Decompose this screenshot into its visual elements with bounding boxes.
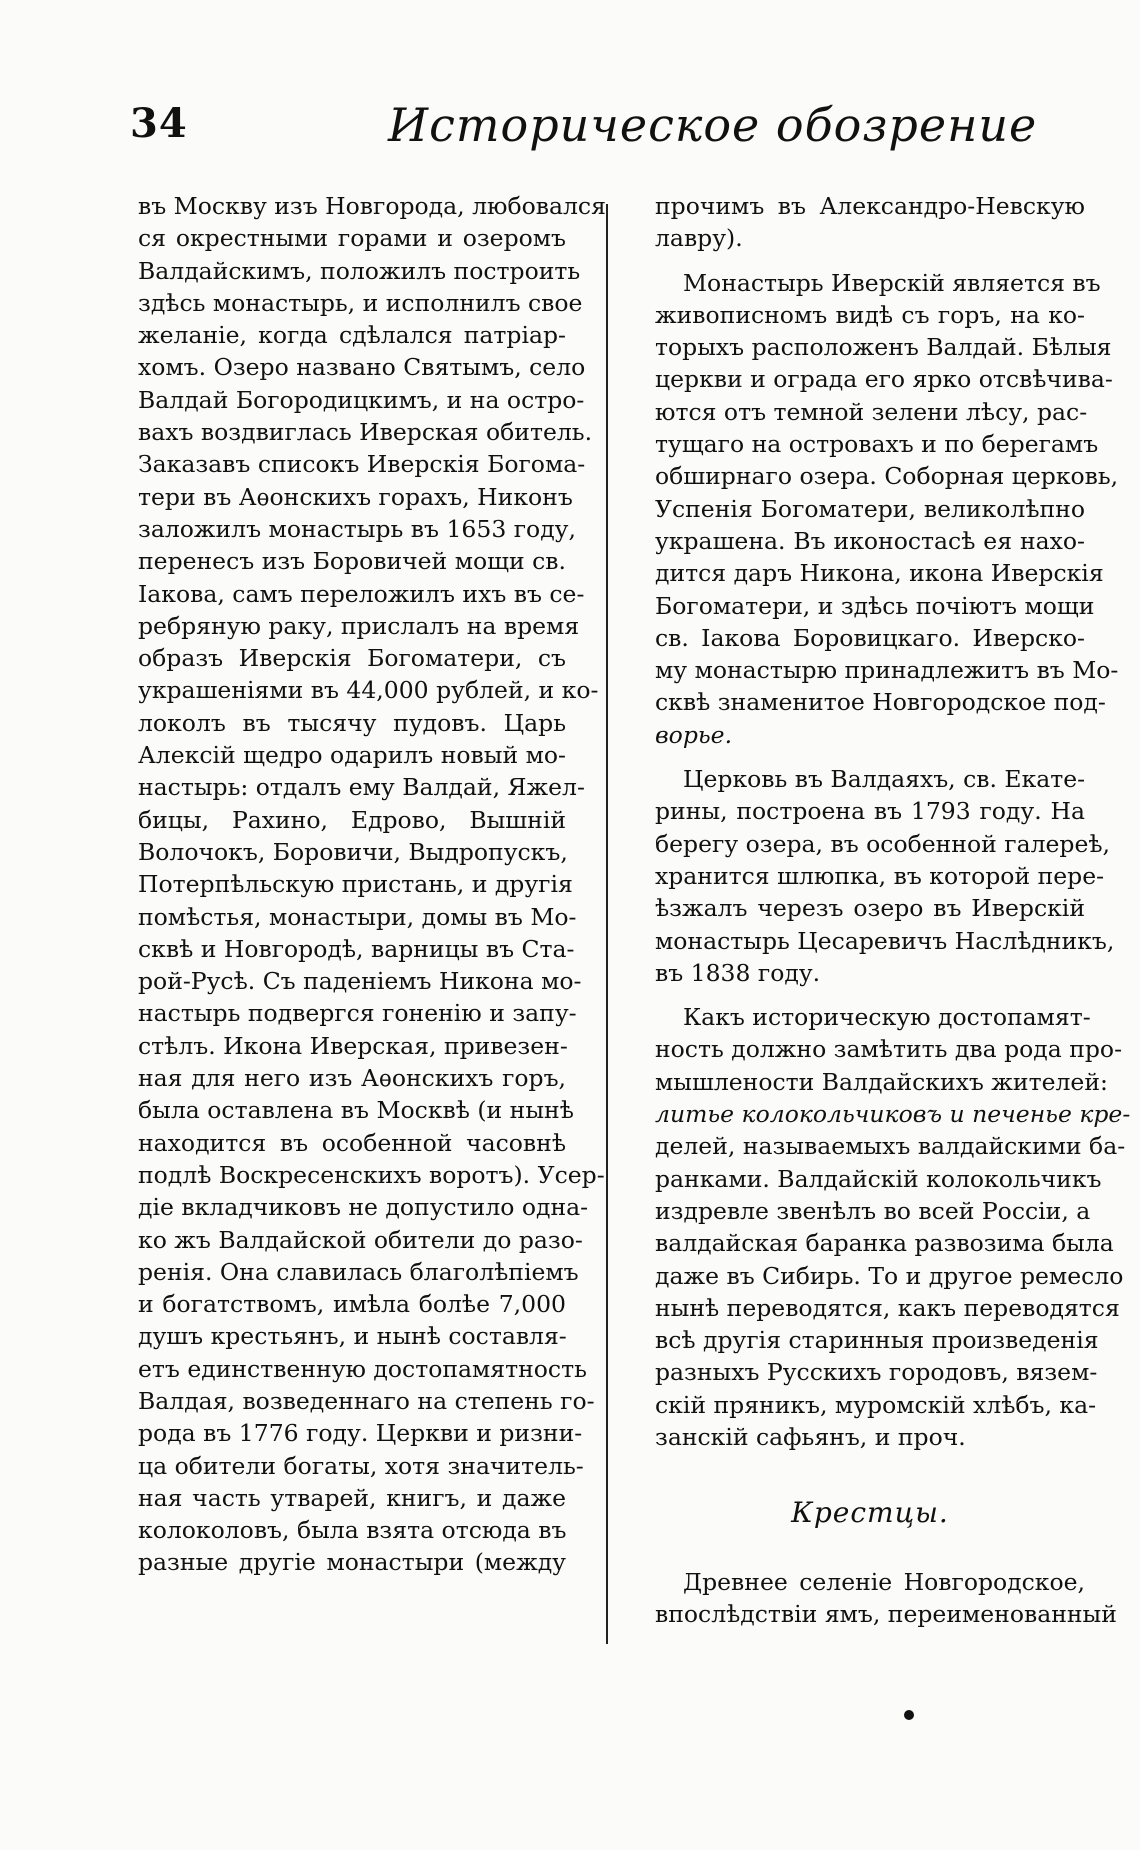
right-column-line: дится даръ Никона, икона Иверскія	[655, 559, 1104, 588]
left-column-line: Валдая, возведеннаго на степень го-	[138, 1386, 595, 1415]
left-column-line: ца обители богаты, хотя значитель-	[138, 1451, 584, 1480]
left-column-line: Валдай Богородицкимъ, и на остро-	[138, 385, 585, 414]
right-column-line: Церковь въ Валдаяхъ, св. Екате-	[683, 765, 1086, 794]
left-column-line: желаніе, когда сдѣлался патріар-	[138, 321, 566, 350]
right-column-line: Успенія Богоматери, великолѣпно	[655, 494, 1085, 523]
left-column-line: Іакова, самъ переложилъ ихъ въ се-	[138, 579, 585, 608]
left-column-line: сквѣ и Новгородѣ, варницы въ Ста-	[138, 934, 575, 963]
left-column-line: заложилъ монастырь въ 1653 году,	[138, 514, 576, 543]
left-column-line: локолъ въ тысячу пудовъ. Царь	[138, 708, 566, 737]
left-column-line: Волочокъ, Боровичи, Выдропускъ,	[138, 837, 568, 866]
right-column-line: въ 1838 году.	[655, 958, 821, 987]
right-column-line: издревле звенѣлъ во всей Россіи, а	[655, 1196, 1091, 1225]
left-column-line: вахъ воздвиглась Иверская обитель.	[138, 418, 593, 447]
left-column-line: настырь: отдалъ ему Валдай, Яжел-	[138, 773, 585, 802]
right-column-line: делей, называемыхъ валдайскими ба-	[655, 1132, 1126, 1161]
left-column-line: тери въ Аѳонскихъ горахъ, Никонъ	[138, 482, 573, 511]
left-column-line: находится въ особенной часовнѣ	[138, 1128, 566, 1157]
left-column-line: рода въ 1776 году. Церкви и ризни-	[138, 1419, 583, 1448]
right-column-line: церкви и ограда его ярко отсвѣчива-	[655, 365, 1113, 394]
left-column-line: хомъ. Озеро названо Святымъ, село	[138, 353, 586, 382]
right-column-line: скій пряникъ, муромскій хлѣбъ, ка-	[655, 1390, 1097, 1419]
right-column-line: сквѣ знаменитое Новгородское под-	[655, 688, 1106, 717]
left-column-line: настырь подвергся гоненію и запу-	[138, 999, 577, 1028]
page-number: 34	[130, 100, 188, 147]
section-title: Крестцы.	[791, 1496, 949, 1530]
right-column-line: ность должно замѣтить два рода про-	[655, 1035, 1123, 1064]
left-column-line: Алексій щедро одарилъ новый мо-	[138, 741, 566, 770]
right-column-line: обширнаго озера. Соборная церковь,	[655, 462, 1119, 491]
right-column-line: ворье.	[655, 720, 733, 749]
left-column-line: ная часть утварей, книгъ, и даже	[138, 1483, 566, 1512]
left-column-line: діе вкладчиковъ не допустило одна-	[138, 1193, 589, 1222]
left-column-line: стѣлъ. Икона Иверская, привезен-	[138, 1031, 568, 1060]
left-column-line: ся окрестными горами и озеромъ	[138, 224, 566, 253]
right-column-line: Богоматери, и здѣсь почіютъ мощи	[655, 591, 1095, 620]
left-column-line: ная для него изъ Аѳонскихъ горъ,	[138, 1064, 566, 1093]
left-column-line: Потерпѣльскую пристань, и другія	[138, 870, 573, 899]
right-column-line: лавру).	[655, 224, 743, 253]
right-column-line: нынѣ переводятся, какъ переводятся	[655, 1293, 1120, 1322]
left-column-line: подлѣ Воскресенскихъ воротъ). Усер-	[138, 1160, 605, 1189]
right-column-line: монастырь Цесаревичъ Наслѣдникъ,	[655, 926, 1115, 955]
right-column	[655, 190, 1131, 1630]
right-column-line: мышлености Валдайскихъ жителей:	[655, 1067, 1108, 1096]
right-column-line: хранится шлюпка, въ которой пере-	[655, 861, 1105, 890]
left-column-line: колоколовъ, была взята отсюда въ	[138, 1516, 567, 1545]
right-column-line: украшена. Въ иконостасѣ ея нахо-	[655, 526, 1085, 555]
right-column-line: всѣ другія старинныя произведенія	[655, 1326, 1099, 1355]
left-column-line: бицы, Рахино, Едрово, Вышній	[138, 805, 566, 834]
left-column-line: въ Москву изъ Новгорода, любовался	[138, 192, 606, 220]
left-column-line: Заказавъ списокъ Иверскія Богома-	[138, 450, 586, 479]
left-column-line: етъ единственную достопамятность	[138, 1354, 587, 1383]
right-column-line: Монастырь Иверскій является въ	[683, 268, 1101, 297]
left-column-line: перенесъ изъ Боровичей мощи св.	[138, 547, 566, 576]
right-column-line: ранками. Валдайскій колокольчикъ	[655, 1164, 1102, 1193]
column-divider	[606, 204, 608, 1644]
left-column-line: ко жъ Валдайской обители до разо-	[138, 1225, 583, 1254]
right-column-line: берегу озера, въ особенной галереѣ,	[655, 829, 1111, 858]
ink-dot	[904, 1710, 914, 1720]
left-column	[138, 190, 606, 1579]
right-column-line: даже въ Сибирь. То и другое ремесло	[655, 1261, 1124, 1290]
left-column-line: и богатствомъ, имѣла болѣе 7,000	[138, 1290, 566, 1319]
left-column-line: разные другіе монастыри (между	[138, 1548, 566, 1577]
right-column-line: му монастырю принадлежитъ въ Мо-	[655, 656, 1119, 685]
left-column-line: рой-Русѣ. Съ паденіемъ Никона мо-	[138, 967, 582, 996]
right-column-line: валдайская баранка развозима была	[655, 1229, 1114, 1258]
right-column-line: литье колокольчиковъ и печенье кре-	[655, 1100, 1131, 1129]
right-column-line: св. Іакова Боровицкаго. Иверско-	[655, 623, 1085, 652]
right-column-line: живописномъ видѣ съ горъ, на ко-	[655, 300, 1085, 329]
left-column-line: ренія. Она славилась благолѣпіемъ	[138, 1257, 579, 1286]
left-column-line: ребряную раку, прислалъ на время	[138, 611, 580, 640]
right-column-line: занскій сафьянъ, и проч.	[655, 1422, 966, 1451]
left-column-line: образъ Иверскія Богоматери, съ	[138, 644, 566, 673]
left-column-line: украшеніями въ 44,000 рублей, и ко-	[138, 676, 599, 705]
right-column-line: ѣзжалъ черезъ озеро въ Иверскій	[655, 894, 1085, 923]
right-column-line: торыхъ расположенъ Валдай. Бѣлыя	[655, 333, 1112, 362]
right-column-line: тущаго на островахъ и по берегамъ	[655, 430, 1099, 459]
left-column-line: была оставлена въ Москвѣ (и нынѣ	[138, 1096, 574, 1125]
section-line: Древнее селеніе Новгородское,	[683, 1567, 1085, 1596]
right-column-line: Какъ историческую достопамят-	[683, 1003, 1091, 1032]
running-head: Историческое обозрение	[388, 98, 1038, 152]
left-column-line: Валдайскимъ, положилъ построить	[138, 256, 581, 285]
right-column-line: разныхъ Русскихъ городовъ, вязем-	[655, 1358, 1098, 1387]
right-column-line: прочимъ въ Александро-Невскую	[655, 192, 1085, 220]
right-column-line: ются отъ темной зелени лѣсу, рас-	[655, 397, 1088, 426]
right-column-line: рины, построена въ 1793 году. На	[655, 797, 1085, 826]
left-column-line: здѣсь монастырь, и исполнилъ свое	[138, 288, 583, 317]
section-line: впослѣдствіи ямъ, переименованный	[655, 1599, 1117, 1628]
left-column-line: душъ крестьянъ, и нынѣ составля-	[138, 1322, 567, 1351]
left-column-line: помѣстья, монастыри, домы въ Мо-	[138, 902, 577, 931]
